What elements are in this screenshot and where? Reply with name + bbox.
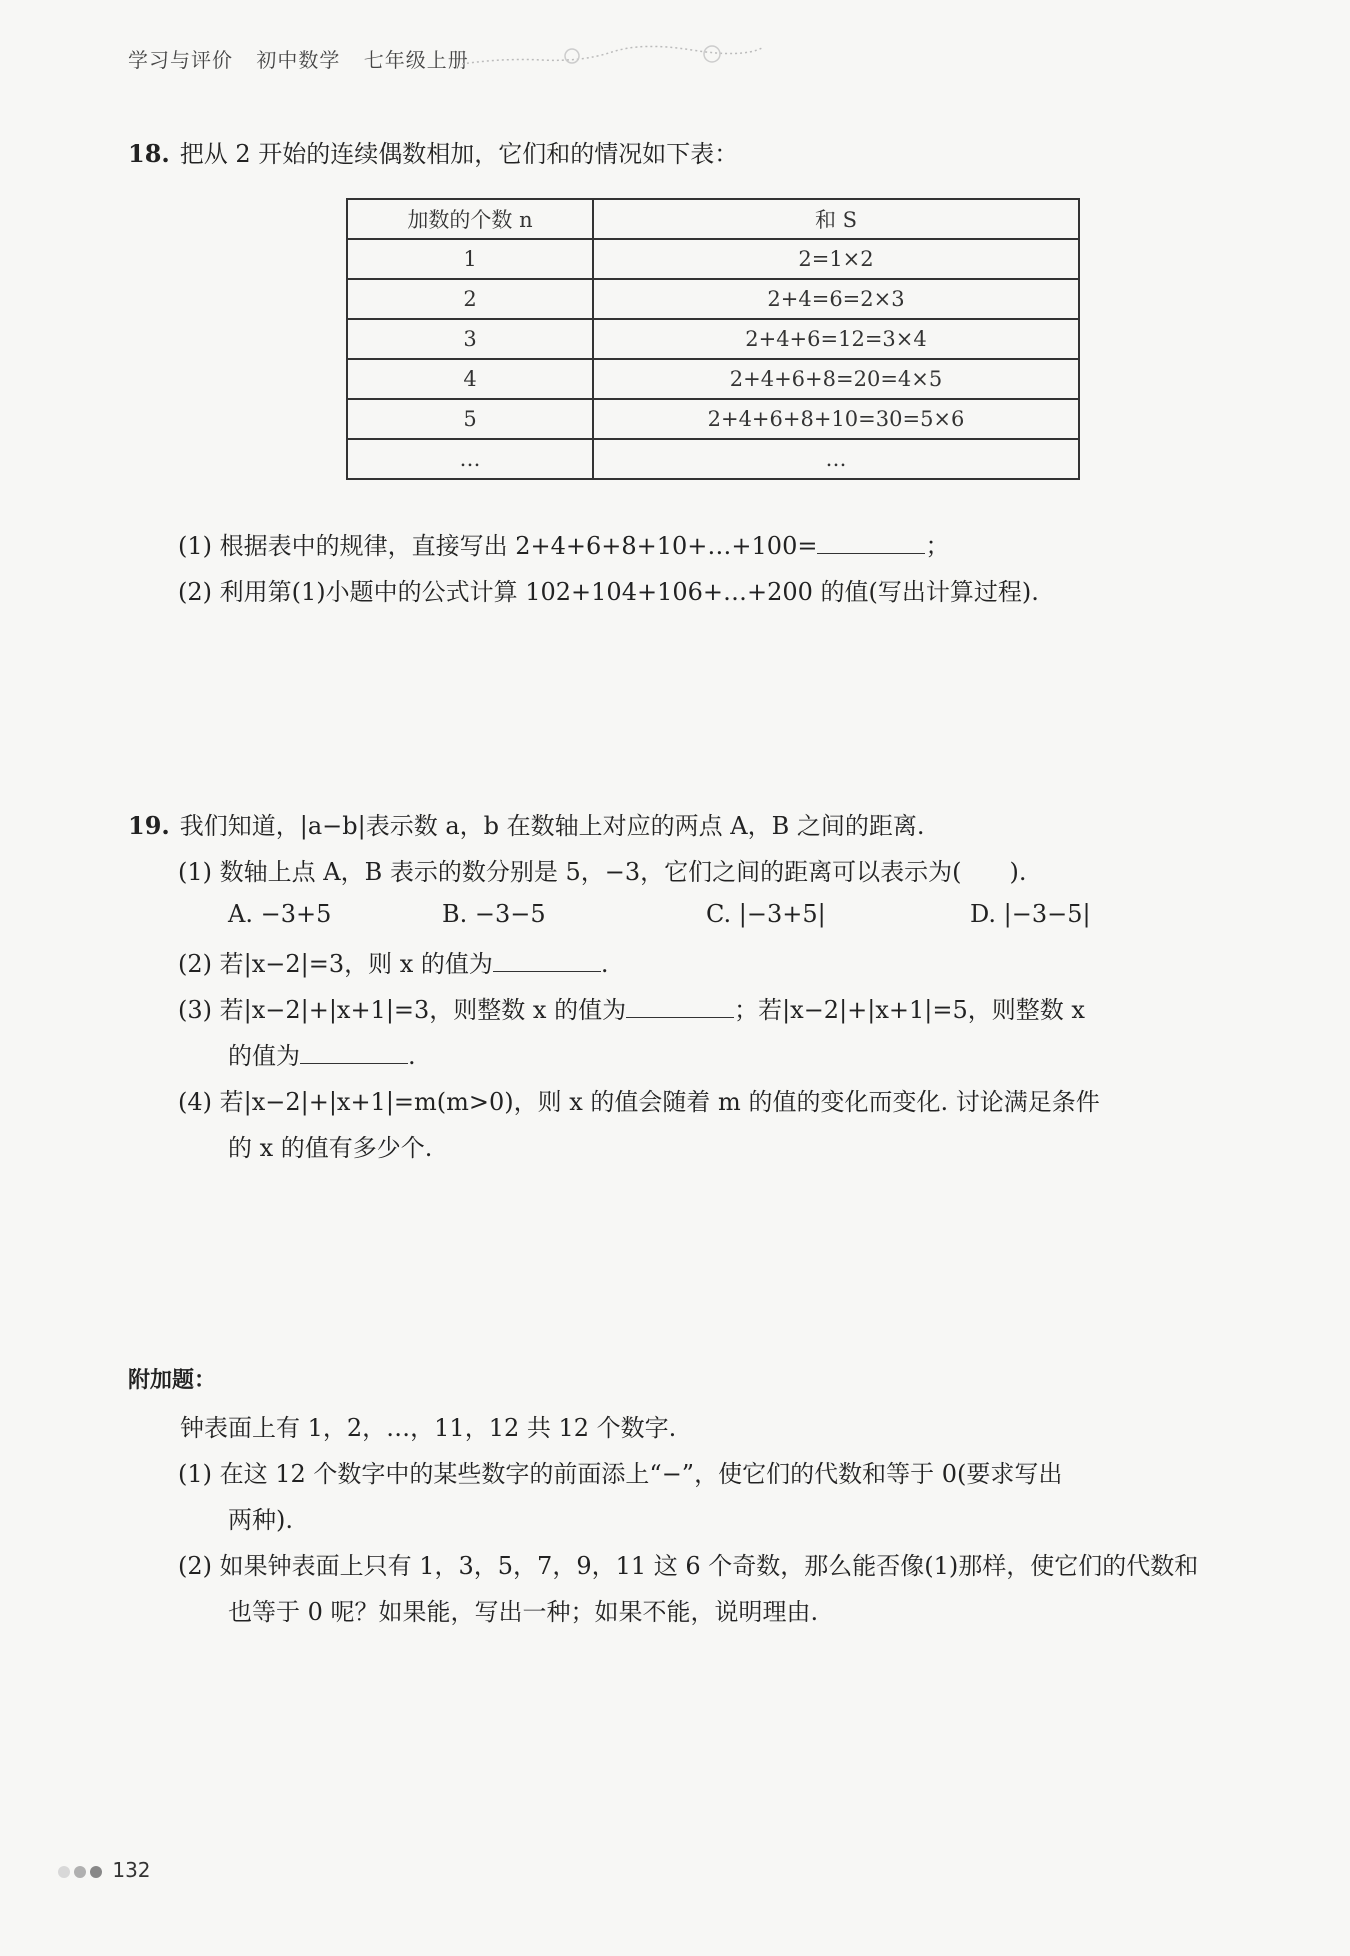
q18-table — [346, 198, 1080, 480]
table-cell: 2=1×2 — [593, 239, 1079, 279]
table-row — [347, 399, 1079, 439]
page-number: 132 — [112, 1858, 151, 1882]
footer-dot-icon — [74, 1866, 86, 1878]
extra-part2-cont: 也等于 0 呢？如果能，写出一种；如果不能，说明理由. — [228, 1598, 819, 1626]
table-row — [347, 239, 1079, 279]
q19-part3-cont: 的值为 . — [228, 1038, 416, 1074]
header-grade: 七年级上册 — [363, 48, 469, 72]
table-row — [347, 359, 1079, 399]
table-cell: 3 — [347, 319, 593, 359]
table-cell: 4 — [347, 359, 593, 399]
choice-b[interactable]: B. −3−5 — [442, 900, 546, 928]
table-cell: 2+4+6+8+10=30=5×6 — [593, 399, 1079, 439]
table-cell: 2+4+6=12=3×4 — [593, 319, 1079, 359]
header-level: 初中数学 — [256, 48, 341, 72]
q19-part4: (4) 若|x−2|+|x+1|=m(m>0)，则 x 的值会随着 m 的值的变化而变化. 讨论满足条件 — [178, 1088, 1100, 1116]
choice-a[interactable]: A. −3+5 — [228, 900, 332, 928]
table-header-s: 和 S — [593, 199, 1079, 239]
table-cell: 2 — [347, 279, 593, 319]
table-row — [347, 439, 1079, 479]
header-decoration — [462, 42, 762, 70]
answer-blank[interactable] — [300, 1039, 408, 1064]
choice-c[interactable]: C. |−3+5| — [706, 900, 826, 928]
header-book: 学习与评价 — [128, 48, 233, 72]
q19-number: 19. — [128, 811, 170, 840]
footer-dot-icon — [90, 1866, 102, 1878]
q18-stem: 18. 把从 2 开始的连续偶数相加，它们和的情况如下表： — [128, 139, 739, 168]
running-header — [128, 44, 485, 73]
table-header-row — [347, 199, 1079, 239]
table-cell: 2+4=6=2×3 — [593, 279, 1079, 319]
footer-dot-icon — [58, 1866, 70, 1878]
q19-part1: (1) 数轴上点 A，B 表示的数分别是 5，−3，它们之间的距离可以表示为( ). — [178, 858, 1027, 886]
q18-number: 18. — [128, 139, 170, 168]
table-cell: … — [347, 439, 593, 479]
table-cell: 1 — [347, 239, 593, 279]
answer-blank[interactable] — [493, 947, 601, 972]
extra-part1: (1) 在这 12 个数字中的某些数字的前面添上“−”，使它们的代数和等于 0(要求写出 — [178, 1460, 1063, 1488]
q18-part2: (2) 利用第(1)小题中的公式计算 102+104+106+…+200 的值(写出计算过程). — [178, 578, 1039, 606]
choice-d[interactable]: D. |−3−5| — [970, 900, 1091, 928]
table-cell: 5 — [347, 399, 593, 439]
table-cell: … — [593, 439, 1079, 479]
q19-part4-cont: 的 x 的值有多少个. — [228, 1134, 433, 1162]
table-row — [347, 319, 1079, 359]
extra-part1-cont: 两种). — [228, 1506, 293, 1534]
q19-part2: (2) 若|x−2|=3，则 x 的值为 . — [178, 946, 609, 982]
answer-blank[interactable] — [626, 993, 734, 1018]
table-header-n: 加数的个数 n — [347, 199, 593, 239]
extra-title: 附加题： — [128, 1368, 217, 1393]
extra-stem: 钟表面上有 1，2，…，11，12 共 12 个数字. — [180, 1414, 677, 1442]
extra-part2: (2) 如果钟表面上只有 1，3，5，7，9，11 这 6 个奇数，那么能否像(1)那样，使它们的代数和 — [178, 1552, 1199, 1580]
q18-part1: (1) 根据表中的规律，直接写出 2+4+6+8+10+…+100= ； — [178, 528, 949, 564]
q19-stem: 19. 我们知道，|a−b|表示数 a，b 在数轴上对应的两点 A，B 之间的距离. — [128, 811, 925, 840]
page-footer — [58, 1858, 151, 1882]
table-cell: 2+4+6+8=20=4×5 — [593, 359, 1079, 399]
answer-blank[interactable] — [817, 529, 925, 554]
table-row — [347, 279, 1079, 319]
q19-part3: (3) 若|x−2|+|x+1|=3，则整数 x 的值为 ；若|x−2|+|x+1|=5，则整数 x — [178, 992, 1085, 1028]
